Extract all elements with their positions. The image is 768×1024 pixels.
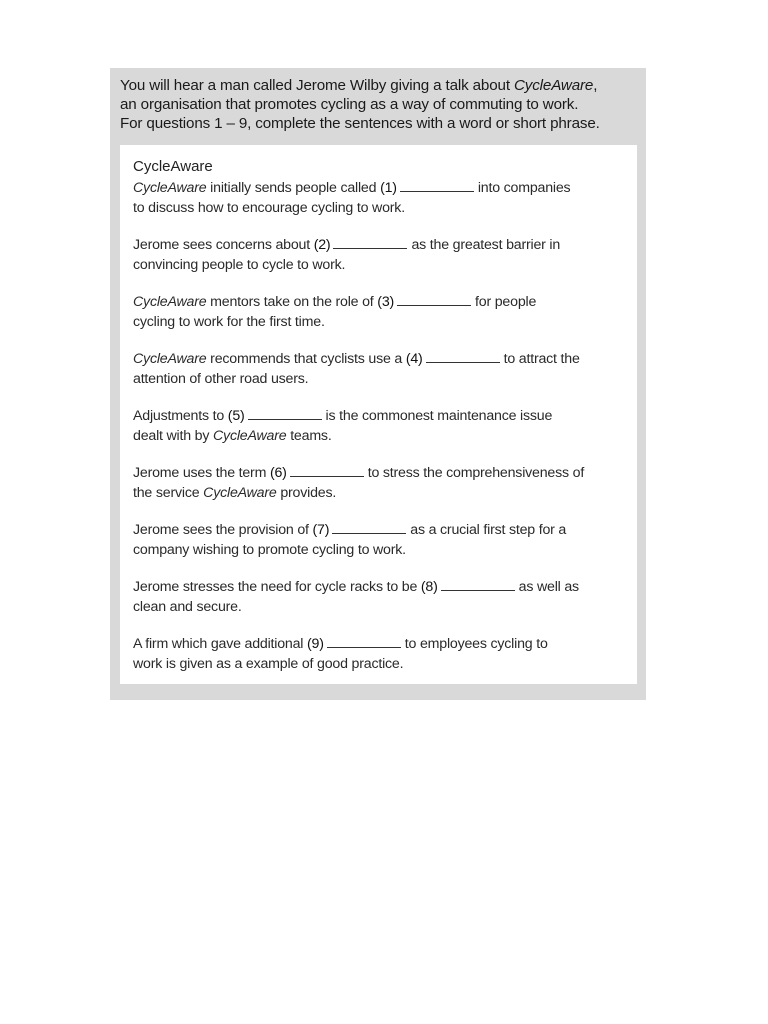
question-text: into companies bbox=[477, 180, 571, 196]
question-text: Adjustments to bbox=[133, 408, 228, 424]
question-row bbox=[133, 349, 628, 369]
answer-blank[interactable] bbox=[248, 418, 322, 420]
question-row bbox=[133, 520, 628, 540]
question-4 bbox=[133, 349, 628, 389]
question-text: as the greatest barrier in bbox=[411, 237, 561, 253]
instructions-text: You will hear a man called Jerome Wilby giving a talk about bbox=[120, 77, 514, 94]
question-text: the service bbox=[133, 485, 204, 501]
question-text: recommends that cyclists use a bbox=[206, 351, 406, 367]
question-8 bbox=[133, 577, 628, 617]
answer-blank[interactable] bbox=[333, 247, 407, 249]
question-text: Jerome sees the provision of bbox=[133, 522, 313, 538]
answer-blank[interactable] bbox=[332, 532, 406, 534]
question-text: Jerome uses the term bbox=[133, 465, 270, 481]
question-text: as a crucial first step for a bbox=[410, 522, 567, 538]
answer-blank[interactable] bbox=[327, 646, 401, 648]
question-text: Jerome sees concerns about bbox=[133, 237, 314, 253]
answer-blank[interactable] bbox=[400, 190, 474, 192]
panel-title: CycleAware bbox=[133, 158, 213, 175]
question-text: initially sends people called bbox=[206, 180, 381, 196]
question-number: (2) bbox=[313, 237, 331, 253]
question-text: as well as bbox=[518, 579, 579, 595]
question-text: mentors take on the role of bbox=[206, 294, 378, 310]
instructions-line-2: an organisation that promotes cycling as a way of commuting to work. bbox=[120, 96, 579, 113]
question-row bbox=[133, 483, 628, 503]
org-name: CycleAware bbox=[213, 428, 287, 444]
org-name: CycleAware bbox=[133, 351, 207, 367]
org-name: CycleAware bbox=[203, 485, 277, 501]
answer-blank[interactable] bbox=[397, 304, 471, 306]
answer-blank[interactable] bbox=[290, 475, 364, 477]
org-name: CycleAware bbox=[133, 294, 207, 310]
question-text: teams. bbox=[286, 428, 332, 444]
answer-blank[interactable] bbox=[441, 589, 515, 591]
question-number: (7) bbox=[312, 522, 330, 538]
question-row: clean and secure. bbox=[133, 599, 242, 615]
question-number: (5) bbox=[227, 408, 245, 424]
question-text: to attract the bbox=[503, 351, 580, 367]
question-row: company wishing to promote cycling to work. bbox=[133, 542, 406, 558]
instructions-line-1 bbox=[120, 76, 640, 95]
question-3 bbox=[133, 292, 628, 332]
instructions-text: , bbox=[593, 77, 598, 94]
question-row: convincing people to cycle to work. bbox=[133, 257, 346, 273]
question-number: (4) bbox=[405, 351, 423, 367]
question-text: to employees cycling to bbox=[404, 636, 548, 652]
question-row bbox=[133, 406, 628, 426]
question-text: is the commonest maintenance issue bbox=[325, 408, 553, 424]
question-row bbox=[133, 235, 628, 255]
question-7 bbox=[133, 520, 628, 560]
question-text: Jerome stresses the need for cycle racks to be bbox=[133, 579, 421, 595]
question-row: to discuss how to encourage cycling to work. bbox=[133, 200, 405, 216]
instructions-org-name: CycleAware bbox=[513, 77, 594, 94]
questions-panel bbox=[120, 145, 637, 684]
question-text: provides. bbox=[276, 485, 337, 501]
question-row bbox=[133, 577, 628, 597]
org-name: CycleAware bbox=[133, 180, 207, 196]
question-number: (1) bbox=[380, 180, 397, 196]
question-2 bbox=[133, 235, 628, 275]
question-row bbox=[133, 292, 628, 312]
question-number: (8) bbox=[420, 579, 438, 595]
question-row: attention of other road users. bbox=[133, 371, 309, 387]
question-6 bbox=[133, 463, 628, 503]
question-row: cycling to work for the first time. bbox=[133, 314, 325, 330]
instructions bbox=[120, 76, 640, 133]
question-number: (6) bbox=[269, 465, 287, 481]
question-row bbox=[133, 463, 628, 483]
question-text: for people bbox=[475, 294, 537, 310]
question-5 bbox=[133, 406, 628, 446]
question-text: A firm which gave additional bbox=[133, 636, 308, 652]
question-row bbox=[133, 426, 628, 446]
question-number: (9) bbox=[307, 636, 324, 652]
scanned-exercise bbox=[110, 68, 646, 700]
question-1 bbox=[133, 178, 628, 218]
question-row bbox=[133, 178, 628, 198]
question-row: work is given as a example of good practice. bbox=[133, 656, 404, 672]
question-text: dealt with by bbox=[133, 428, 214, 444]
question-number: (3) bbox=[377, 294, 395, 310]
answer-blank[interactable] bbox=[426, 361, 500, 363]
question-row bbox=[133, 634, 628, 654]
question-9 bbox=[133, 634, 628, 674]
question-text: to stress the comprehensiveness of bbox=[367, 465, 585, 481]
instructions-line-3: For questions 1 – 9, complete the sentences with a word or short phrase. bbox=[120, 115, 600, 132]
